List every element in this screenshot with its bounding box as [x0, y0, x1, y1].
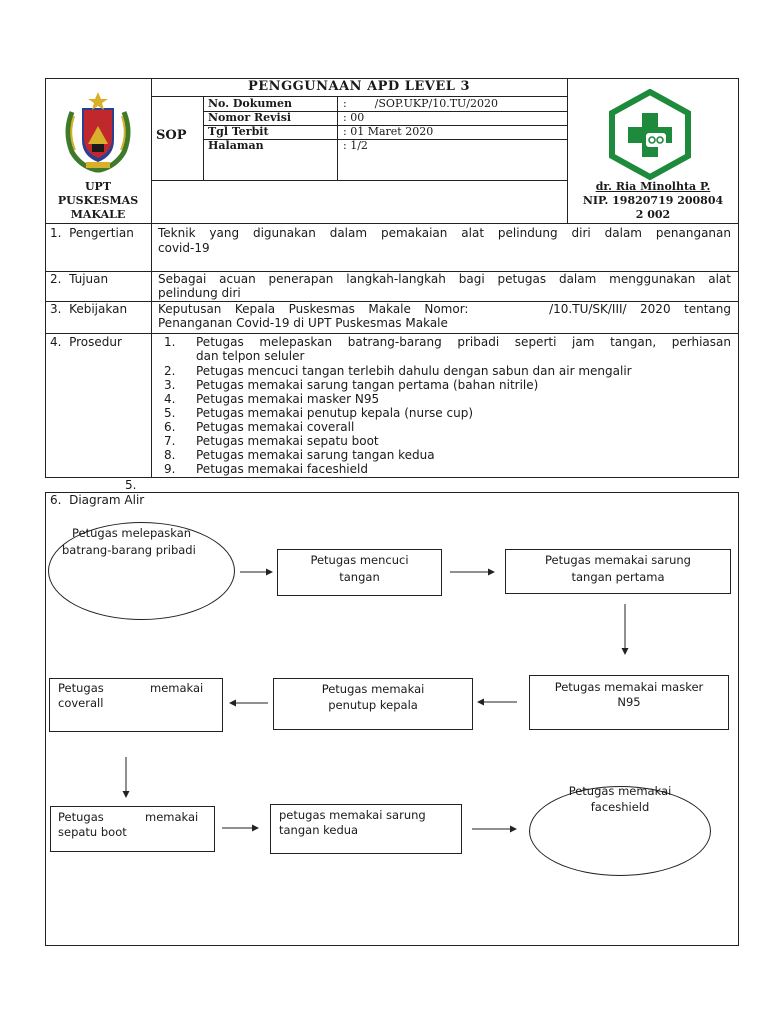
- meta-label-dokumen: No. Dokumen: [208, 97, 292, 110]
- step-text: Petugas memakai sepatu boot: [196, 434, 379, 448]
- step-number: 3.: [164, 378, 176, 392]
- meta-value-dokumen: : /SOP.UKP/10.TU/2020: [343, 97, 499, 110]
- tujuan-text-line1: Sebagai acuan penerapan langkah-langkah bagi petugas dalam menggunakan alat: [158, 272, 731, 286]
- step-text: Petugas memakai coverall: [196, 420, 355, 434]
- section-label-pengertian: 1. Pengertian: [50, 226, 134, 240]
- step-number: 7.: [164, 434, 176, 448]
- flow-node-9-line2: faceshield: [590, 800, 650, 814]
- section-label-kebijakan: 3. Kebijakan: [50, 302, 128, 316]
- meta-label-halaman: Halaman: [208, 139, 264, 152]
- step-text: Petugas memakai sarung tangan pertama (bahan nitrile): [196, 378, 539, 392]
- org-name-line1: UPT: [84, 180, 112, 193]
- meta-value-terbit: : 01 Maret 2020: [343, 125, 434, 138]
- signatory-nip-line2: 2 002: [635, 208, 671, 221]
- step-number: 8.: [164, 448, 176, 462]
- kebijakan-text-line2: Penanganan Covid-19 di UPT Puskesmas Makale: [158, 316, 448, 330]
- flow-node-9-line1: Petugas memakai: [568, 784, 672, 798]
- flow-node-3-line2: tangan pertama: [571, 570, 665, 584]
- step-number: 4.: [164, 392, 176, 406]
- step-number: 6.: [164, 420, 176, 434]
- diagram-title: 6. Diagram Alir: [50, 493, 145, 507]
- step-number: 1.: [164, 335, 176, 349]
- step-text: Petugas mencuci tangan terlebih dahulu dengan sabun dan air mengalir: [196, 364, 632, 378]
- document-title: PENGGUNAAN APD LEVEL 3: [248, 79, 470, 94]
- section-label-prosedur: 4. Prosedur: [50, 335, 122, 349]
- flow-node-6-word1: Petugas: [58, 681, 104, 695]
- section-label-tujuan: 2. Tujuan: [50, 272, 109, 286]
- flow-node-2-line1: Petugas mencuci: [310, 553, 409, 567]
- step-number: 5.: [164, 406, 176, 420]
- flow-node-4-line1: Petugas memakai masker: [554, 680, 704, 694]
- tujuan-text-line2: pelindung diri: [158, 286, 241, 300]
- flow-node-7-word1: Petugas: [58, 810, 104, 824]
- flow-node-5-line1: Petugas memakai: [321, 682, 425, 696]
- step-number: 2.: [164, 364, 176, 378]
- step-text: Petugas melepaskan batrang-barang pribadi seperti jam tangan, perhiasan: [196, 335, 731, 349]
- org-name-line2: PUSKESMAS: [57, 194, 139, 207]
- signatory-name: dr. Ria Minolhta P.: [595, 180, 711, 193]
- step-text: Petugas memakai faceshield: [196, 462, 368, 476]
- flow-node-6-word3: coverall: [58, 696, 104, 710]
- step-text: Petugas memakai sarung tangan kedua: [196, 448, 435, 462]
- flow-node-6-word2: memakai: [150, 681, 204, 695]
- step-text: Petugas memakai masker N95: [196, 392, 380, 406]
- pengertian-text-line2: covid-19: [158, 241, 210, 255]
- meta-label-revisi: Nomor Revisi: [208, 111, 292, 124]
- org-name-line3: MAKALE: [70, 208, 126, 221]
- signatory-nip-line1: NIP. 19820719 200804: [582, 194, 724, 207]
- meta-label-terbit: Tgl Terbit: [208, 125, 269, 138]
- flow-node-4-line2: N95: [617, 695, 641, 709]
- flow-node-2-line2: tangan: [339, 570, 380, 584]
- flow-node-1-line1: Petugas melepaskan: [72, 526, 192, 540]
- flow-node-7-word2: memakai: [145, 810, 199, 824]
- meta-value-halaman: : 1/2: [343, 139, 368, 152]
- flow-node-8-line2: tangan kedua: [279, 823, 359, 837]
- step-number: 9.: [164, 462, 176, 476]
- flow-node-3-line1: Petugas memakai sarung: [545, 553, 691, 567]
- flow-node-5-line2: penutup kepala: [328, 698, 418, 712]
- kebijakan-text-line1: Keputusan Kepala Puskesmas Makale Nomor: /10.TU/SK/III/ 2020 tentang: [158, 302, 731, 316]
- step-text-continued: dan telpon seluler: [196, 349, 305, 363]
- flow-node-1-line2: batrang-barang pribadi: [62, 543, 196, 557]
- flow-node-7-word3: sepatu boot: [58, 825, 127, 839]
- sop-label: SOP: [156, 128, 187, 143]
- step-text: Petugas memakai penutup kepala (nurse cup): [196, 406, 474, 420]
- meta-value-revisi: : 00: [343, 111, 365, 124]
- pengertian-text-line1: Teknik yang digunakan dalam pemakaian alat pelindung diri dalam penanganan: [158, 226, 731, 240]
- flow-node-8-line1: petugas memakai sarung: [279, 808, 426, 822]
- stray-number: 5.: [125, 478, 137, 492]
